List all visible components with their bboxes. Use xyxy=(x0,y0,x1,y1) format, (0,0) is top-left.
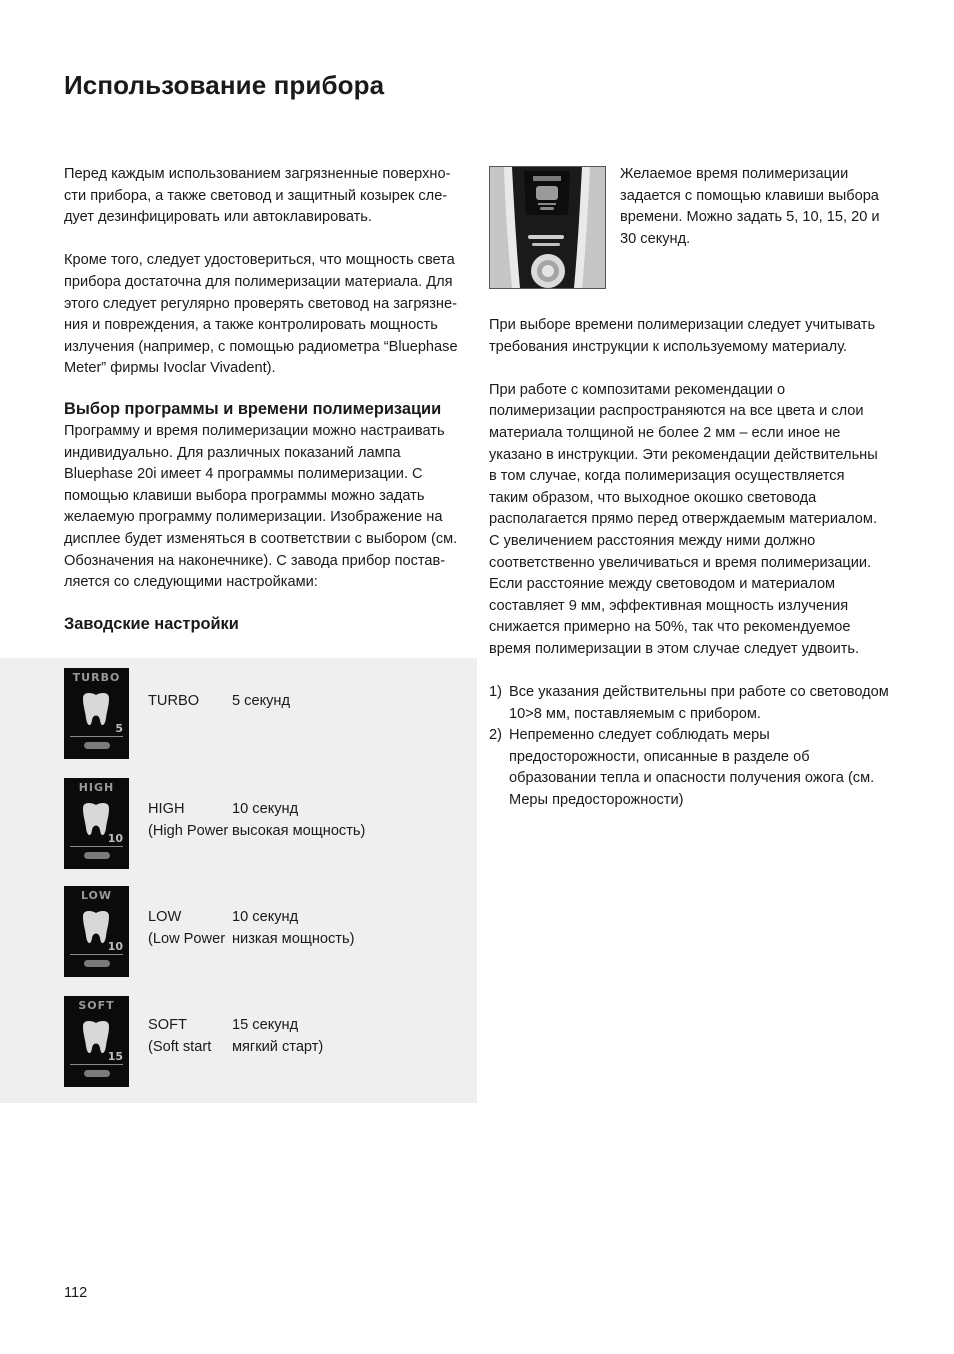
paragraph-light-output: Кроме того, следует удостовериться, что мощность света прибора достаточна для полимеризации материала. Для этого следует регулярно проверять световод на загрязне- ния и повреждения, а также контролировать мощность излучения (например, с помощью радиометра “Bluephase Meter” фирмы Ivoclar Vivadent). xyxy=(64,252,458,377)
display-label: HIGH xyxy=(78,781,115,794)
program-description xyxy=(148,907,354,950)
program-power-ru: высокая мощность) xyxy=(232,822,366,839)
program-power-en: (Soft start xyxy=(148,1038,212,1055)
high-display-image xyxy=(64,778,129,869)
display-number: 5 xyxy=(115,722,123,735)
program-power-ru: мягкий старт) xyxy=(232,1038,324,1055)
paragraph-program-selection: Программу и время полимеризации можно настраивать индивидуально. Для различных показаний лампа Bluephase 20i имеет 4 программы полимеризации. С помощью клавиши выбора программы можно задать желаемую программу полимеризации. Изображение на дисплее будет изменяться в соответствии с выбором (см. Обозначения на наконечнике). С завода прибор постав- ляется со следующими настройками: xyxy=(64,422,458,591)
page-number: 112 xyxy=(64,1285,88,1301)
program-name: LOW xyxy=(148,909,182,925)
display-divider xyxy=(70,954,123,955)
program-name: SOFT xyxy=(148,1017,187,1033)
right-column xyxy=(489,315,889,812)
program-name: TURBO xyxy=(148,693,200,709)
program-time: 10 секунд xyxy=(232,909,299,925)
display-number: 10 xyxy=(107,832,123,845)
device-caption: Желаемое время полимеризации задается с помощью клавиши выбора времени. Можно задать 5, 10, 15, 20 и 30 секунд. xyxy=(620,166,880,247)
program-power-en: (Low Power xyxy=(148,930,226,947)
program-description xyxy=(148,799,365,842)
footnote-item: 2) Непременно следует соблюдать меры предосторожности, описанные в разделе об образовании тепла и опасности получения ожога (см. Меры предосторожности) xyxy=(489,727,875,809)
paragraph-material-instructions: При выборе времени полимеризации следует учитывать требования инструкции к используемому материалу. xyxy=(489,317,876,355)
turbo-display-image xyxy=(64,668,129,759)
program-time: 15 секунд xyxy=(232,1017,299,1033)
left-column xyxy=(64,164,464,634)
footnotes-list xyxy=(489,682,889,812)
footnote-item: 1) Все указания действительны при работе со световодом 10>8 мм, поставляемым с прибором. xyxy=(489,684,889,722)
handpiece-illustration xyxy=(490,167,605,288)
paragraph-composites: При работе с композитами рекомендации о полимеризации распространяются на все цвета и слои материала толщиной не более 2 мм – если иное не указано в инструкции. Эти рекомендации действительны в том случае, когда полимеризация осуществляется таким образом, что выходное окошко световода располагается прямо перед отверждаемым материалом. С увеличением расстояния между ними должно соответственно увеличиваться и время полимеризации. Если расстояние между световодом и материалом составляет 9 мм, эффективная мощность излучения снижается примерно на 50%, так что рекомендуемое время полимеризации в этом случае следует удвоить. xyxy=(489,381,878,657)
low-display-image xyxy=(64,886,129,977)
display-bar xyxy=(84,852,110,859)
soft-display-image xyxy=(64,996,129,1087)
paragraph-disinfection: Перед каждым использованием загрязненные поверхно- сти прибора, а также световод и защитный козырек сле- дует дезинфицировать или автоклавировать. xyxy=(64,166,451,226)
footnote-number: 1) xyxy=(489,684,502,701)
display-label: TURBO xyxy=(72,671,121,684)
program-time: 5 секунд xyxy=(232,693,291,709)
display-bar xyxy=(84,1070,110,1077)
program-power-en: (High Power xyxy=(148,822,229,839)
display-divider xyxy=(70,846,123,847)
section-heading-factory-settings: Заводские настройки xyxy=(64,614,239,633)
tooth-icon xyxy=(79,690,113,730)
section-heading-program-selection: Выбор программы и времени полимеризации xyxy=(64,399,442,418)
device-handpiece-photo xyxy=(490,167,605,288)
footnote-number: 2) xyxy=(489,727,502,744)
display-bar xyxy=(84,960,110,967)
display-bar xyxy=(84,742,110,749)
program-description xyxy=(148,691,290,713)
display-divider xyxy=(70,736,123,737)
program-time: 10 секунд xyxy=(232,801,299,817)
display-divider xyxy=(70,1064,123,1065)
display-label: SOFT xyxy=(78,999,115,1012)
display-label: LOW xyxy=(80,889,113,902)
program-description xyxy=(148,1015,323,1058)
program-power-ru: низкая мощность) xyxy=(232,930,355,947)
program-name: HIGH xyxy=(148,801,185,817)
display-number: 15 xyxy=(107,1050,123,1063)
display-number: 10 xyxy=(107,940,123,953)
page-title: Использование прибора xyxy=(64,70,385,100)
